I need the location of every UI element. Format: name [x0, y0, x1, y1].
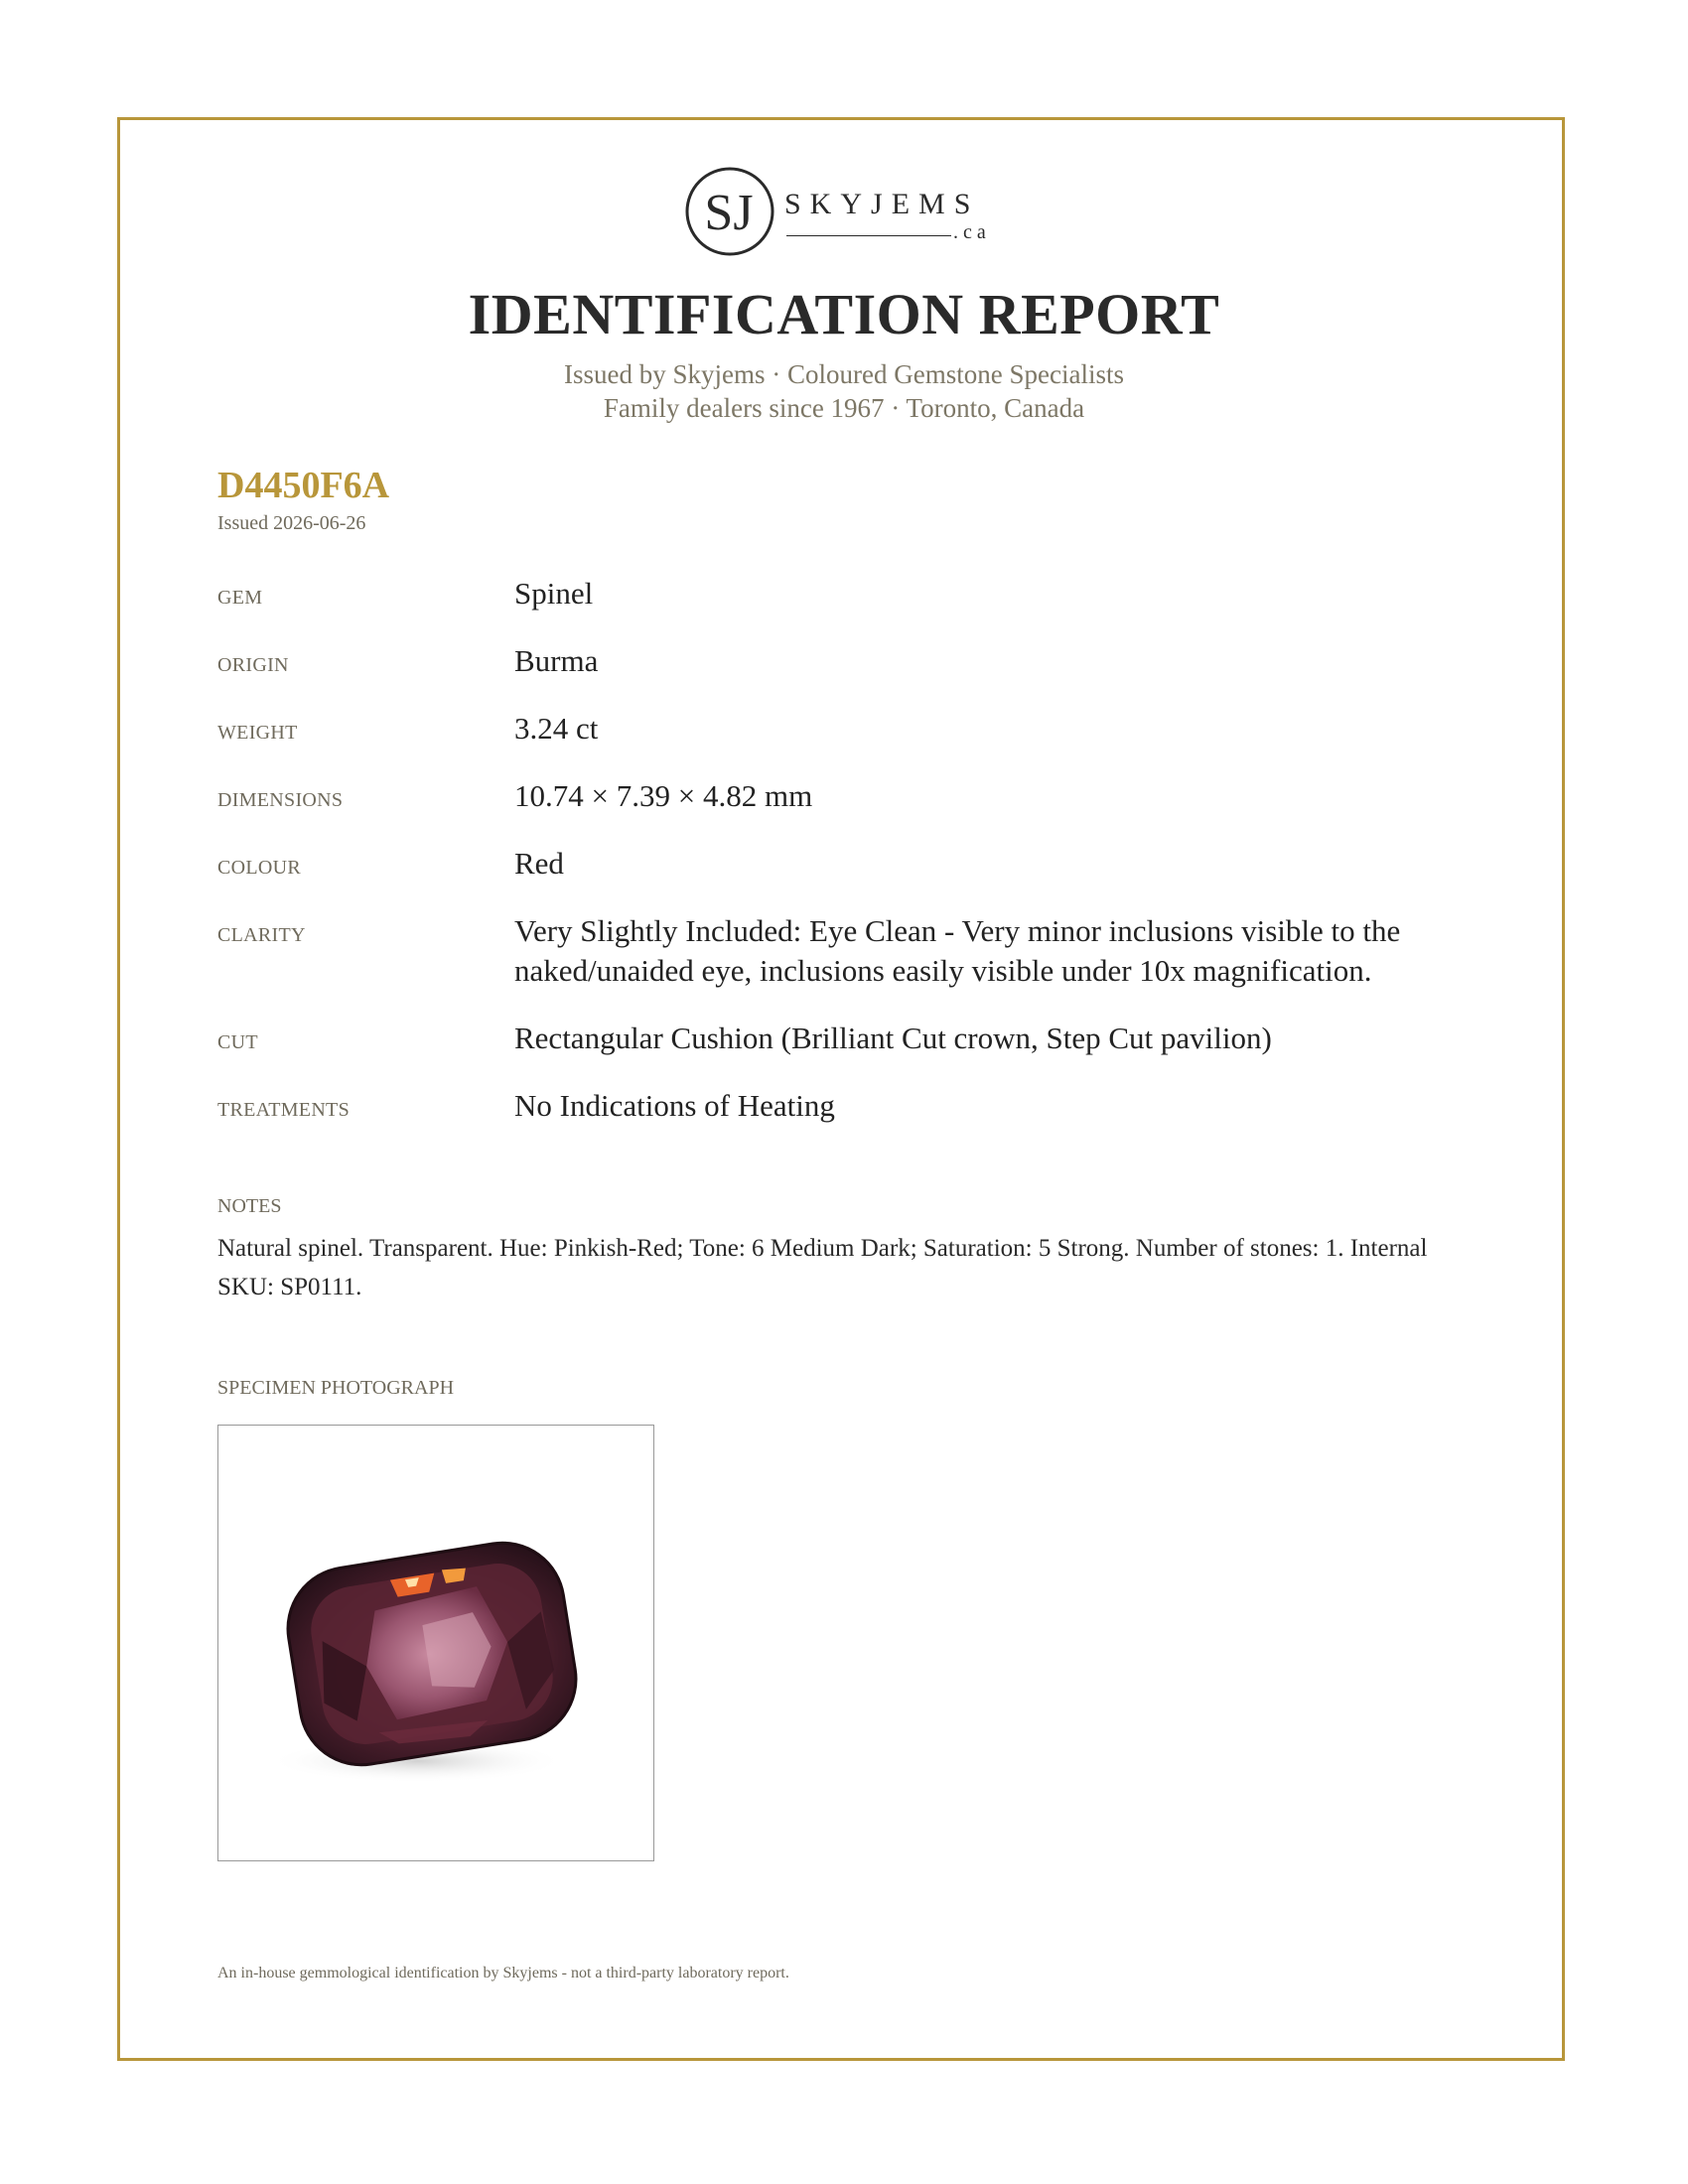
field-value-dimensions: 10.74 × 7.39 × 4.82 mm [514, 778, 813, 813]
brand-divider [786, 235, 951, 236]
skyjems-logo [685, 162, 1013, 261]
field-value-treatments: No Indications of Heating [514, 1088, 835, 1123]
field-label-origin: ORIGIN [217, 654, 289, 676]
svg-text:SJ: SJ [704, 185, 754, 241]
field-value-gem: Spinel [514, 576, 594, 611]
footer-disclaimer: An in-house gemmological identification by Skyjems - not a third-party laboratory report. [217, 1965, 789, 1981]
notes-label: NOTES [217, 1195, 282, 1217]
spinel-gem-image [218, 1426, 652, 1859]
notes-text: Natural spinel. Transparent. Hue: Pinkish-Red; Tone: 6 Medium Dark; Saturation: 5 Strong. Number of stones: 1. Internal SKU: SP0111. [217, 1235, 1428, 1300]
field-value-weight: 3.24 ct [514, 711, 599, 746]
field-label-gem: GEM [217, 587, 263, 609]
report-title: IDENTIFICATION REPORT [468, 282, 1220, 346]
specimen-photograph [217, 1425, 654, 1861]
field-value-colour: Red [514, 846, 564, 881]
field-label-cut: CUT [217, 1031, 258, 1053]
brand-domain-suffix: .ca [953, 221, 991, 243]
field-value-cut: Rectangular Cushion (Brilliant Cut crown, Step Cut pavilion) [514, 1021, 1272, 1055]
report-subtitle-location: Family dealers since 1967 · Toronto, Canada [603, 393, 1085, 423]
field-value-clarity: Very Slightly Included: Eye Clean - Very minor inclusions visible to the naked/unaided eye, inclusions easily visible under 10x magnification. [514, 913, 1401, 988]
field-label-dimensions: DIMENSIONS [217, 789, 344, 811]
report-id: D4450F6A [217, 465, 390, 506]
field-label-colour: COLOUR [217, 857, 302, 879]
brand-name: SKYJEMS [784, 188, 980, 220]
field-label-clarity: CLARITY [217, 924, 306, 946]
sj-monogram-icon [685, 162, 784, 261]
issued-date: Issued 2026-06-26 [217, 512, 366, 534]
photo-label: SPECIMEN PHOTOGRAPH [217, 1377, 455, 1399]
field-label-treatments: TREATMENTS [217, 1099, 350, 1121]
field-value-origin: Burma [514, 643, 599, 678]
report-subtitle-issuer: Issued by Skyjems · Coloured Gemstone Specialists [564, 359, 1124, 389]
field-label-weight: WEIGHT [217, 722, 298, 744]
